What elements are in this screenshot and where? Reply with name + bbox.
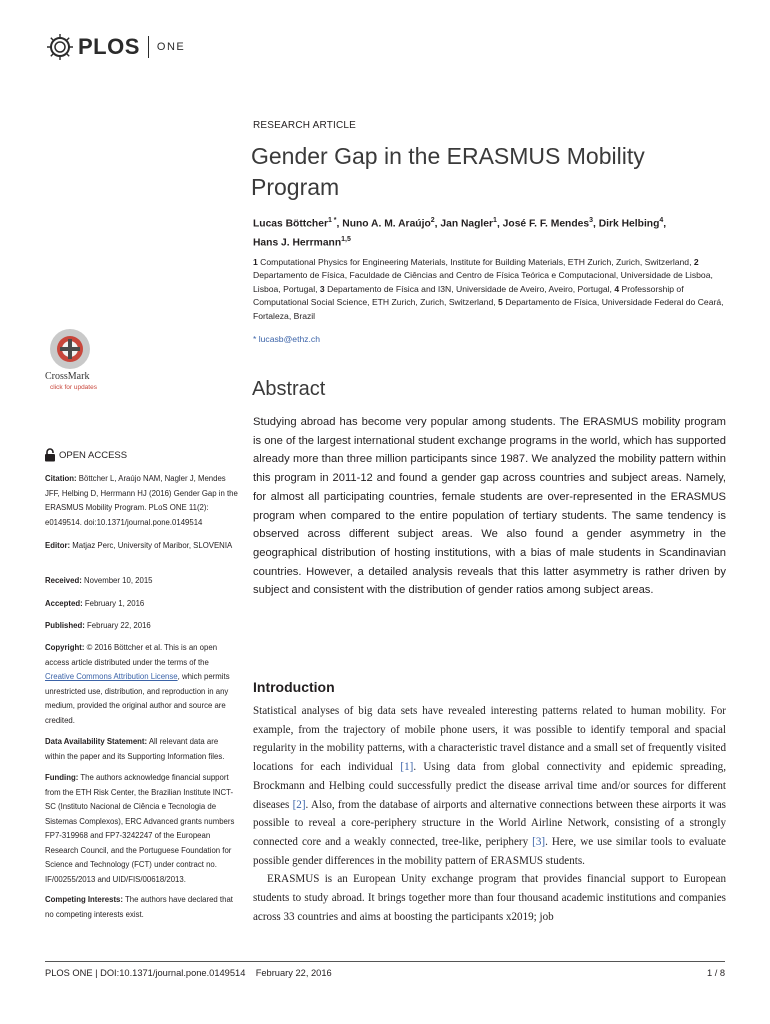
reference-link[interactable]: [1] — [400, 761, 414, 774]
data-availability-text: All relevant data are within the paper and its Supporting Information files. — [45, 737, 225, 761]
received-text: November 10, 2015 — [84, 576, 153, 585]
affil-num: 4 — [614, 283, 620, 294]
intro-paragraph — [253, 702, 726, 870]
author[interactable]: Dirk Helbing — [598, 218, 660, 230]
logo-text: PLOS — [78, 34, 140, 59]
abstract-heading: Abstract — [252, 378, 326, 400]
logo-divider — [148, 36, 149, 58]
crossmark-icon[interactable] — [42, 327, 102, 371]
affil-text: Departamento de Física, Universidade Federal do Ceará, Fortaleza, Brazil — [253, 297, 724, 321]
affil-num: 1 — [253, 257, 258, 267]
author-sup: 3 — [589, 217, 593, 224]
accepted-text: February 1, 2016 — [84, 599, 145, 608]
author-list: Lucas Böttcher$^{1 *}$, Nuno A. M. Araújo$^2$, Jan Nagler$^1$, José F. F. Mendes$^3$, Dirk Helbing$^4$, Hans J. Herrmann$^{1,5}$ — [253, 217, 667, 249]
open-lock-icon — [44, 448, 56, 462]
author-sup: 1 — [493, 217, 497, 224]
intro-text: . Here, we use similar tools to evaluate possible gender differences in the mobility pattern of ERASMUS students. — [253, 835, 726, 867]
intro-text: Statistical analyses of big data sets have revealed interesting patterns related to human mobility. For example, from the trajectory of mobile phone users, it was possible to identify temporal and spacial regularity in the mobility patterns, with a characteristic travel distance and a small set of frequently visited locations for each individual — [253, 705, 726, 774]
citation-text: Böttcher L, Araújo NAM, Nagler J, Mendes JFF, Helbing D, Herrmann HJ (2016) Gender Gap in the ERASMUS Mobility Program. PLoS ONE 11(2): e0149514. doi:10.1371/journal.pone.0149514 — [45, 474, 238, 527]
author[interactable]: Jan Nagler — [440, 218, 494, 230]
published-label: Published: — [45, 621, 85, 630]
published-block — [45, 619, 240, 634]
corresponding-email-link[interactable]: * lucasb@ethz.ch — [253, 334, 321, 344]
affiliations — [253, 256, 728, 323]
accepted-block — [45, 597, 240, 612]
affil-text: Departamento de Física and I3N, Universidade de Aveiro, Aveiro, Portugal, — [327, 283, 612, 294]
crossmark-sub[interactable]: click for updates — [50, 384, 97, 391]
open-access-label: OPEN ACCESS — [59, 449, 128, 461]
citation-label: Citation: — [45, 474, 77, 483]
plos-logo-icon — [45, 32, 75, 62]
article-title: Gender Gap in the ERASMUS Mobility Program — [251, 143, 645, 200]
author[interactable]: Hans J. Herrmann — [253, 237, 342, 249]
competing-interests-block — [45, 893, 240, 922]
logo-journal: ONE — [156, 41, 186, 53]
crossmark-label: CrossMark — [45, 371, 90, 382]
reference-link[interactable]: [2] — [292, 798, 306, 811]
data-availability-block — [45, 735, 240, 764]
funding-text: The authors acknowledge financial support from the ETH Risk Center, the Brazilian Institute INCT-SC (Instituto Nacional de Ciência e Tecnologia de Sistemas Complexos), ERC Advanced grants numbers FP7-319968 and FP7-3242247 of the European Research Council, and the Portuguese Foundation for Science and Technology (FCT) under contract no. IF/00255/2013 and UID/FIS/00618/2013. — [45, 773, 235, 884]
data-availability-label: Data Availability Statement: — [45, 737, 148, 746]
received-label: Received: — [45, 576, 82, 585]
funding-label: Funding: — [45, 773, 79, 782]
author[interactable]: José F. F. Mendes — [502, 218, 590, 230]
introduction-heading: Introduction — [253, 679, 335, 695]
competing-interests-text: The authors have declared that no competing interests exist. — [45, 895, 233, 919]
affil-text: Departamento de Física, Faculdade de Ciências and Centro de Física Teórica e Computacional, Universidade de Lisboa, Lisboa, Portugal, — [253, 270, 713, 294]
editor-block — [45, 539, 240, 554]
affil-num: 2 — [693, 257, 699, 267]
plos-logo[interactable] — [45, 32, 185, 62]
received-block — [45, 574, 240, 589]
author[interactable]: Lucas Böttcher — [253, 218, 328, 230]
introduction-body — [253, 702, 726, 926]
author[interactable]: Nuno A. M. Araújo — [342, 218, 431, 230]
copyright-text-end: , which permits unrestricted use, distribution, and reproduction in any medium, provided the original author and source are credited. — [45, 672, 230, 725]
page-number: 1 / 8 — [707, 968, 726, 978]
editor-text: Matjaz Perc, University of Maribor, SLOVENIA — [72, 541, 233, 550]
funding-block — [45, 771, 240, 887]
affil-num: 3 — [319, 283, 325, 294]
open-access-badge — [44, 448, 127, 462]
intro-paragraph: ERASMUS is an European Unity exchange program that provides financial support to European students to study abroad. It brings together more than four thousand academic institutions and companies across 33 countries and aims at boosting the participants x2019; job — [253, 873, 726, 923]
editor-label: Editor: — [45, 541, 71, 550]
reference-link[interactable]: [3] — [532, 835, 546, 848]
intro-text: . Also, from the database of airports and alternative connections between these airports it was possible to reveal a core-periphery structure in the World Airline Network, consisting of a strongly connected core and a weakly connected, tree-like, periphery — [253, 798, 726, 848]
published-text: February 22, 2016 — [87, 621, 151, 630]
affil-num: 5 — [498, 297, 503, 308]
author-sup: 2 — [430, 217, 435, 224]
affil-text: Computational Physics for Engineering Materials, Institute for Building Materials, ETH Zurich, Zurich, Switzerland, — [260, 257, 692, 267]
accepted-label: Accepted: — [45, 599, 83, 608]
author-sup: 1 * — [327, 217, 337, 224]
citation-block — [45, 472, 240, 530]
license-link[interactable]: Creative Commons Attribution License — [45, 672, 178, 681]
copyright-label: Copyright: — [45, 643, 85, 652]
abstract-text: Studying abroad has become very popular among students. The ERASMUS mobility program is one of the largest international student exchange programs in the world, which has supported already more than three million participants since 1987. We analyzed the mobility pattern within this program in 2011-12 and found a gender gap across countries and subject areas. Namely, for almost all participating countries, female students are over-represented in the ERASMUS program when compared to the entire population of tertiary students. The same tendency is observed across different subject areas. We also found a gender asymmetry in the geographical distribution of hosting institutions, with a bias of male students in Scandinavian countries. However, a detailed analysis reveals that this latter asymmetry is rather driven by subject and consistent with the distribution of gender ratios among subject areas. — [253, 416, 726, 597]
footer-divider — [45, 961, 725, 962]
author-sup: 1,5 — [341, 236, 351, 244]
intro-text: . Using data from global connectivity and epidemic spreading, Brockmann and Helbing could successfully predict the disease arrival time and/or sources for different diseases — [253, 761, 727, 811]
footer-citation: PLOS ONE | DOI:10.1371/journal.pone.0149514 February 22, 2016 — [45, 968, 332, 978]
competing-interests-label: Competing Interests: — [45, 895, 123, 904]
author-sup: 4 — [659, 217, 664, 224]
article-type: RESEARCH ARTICLE — [253, 120, 357, 131]
copyright-text: © 2016 Böttcher et al. This is an open access article distributed under the terms of the — [45, 643, 218, 667]
copyright-block — [45, 641, 240, 728]
affil-text: Professorship of Computational Social Science, ETH Zurich, Zurich, Switzerland, — [253, 283, 684, 308]
